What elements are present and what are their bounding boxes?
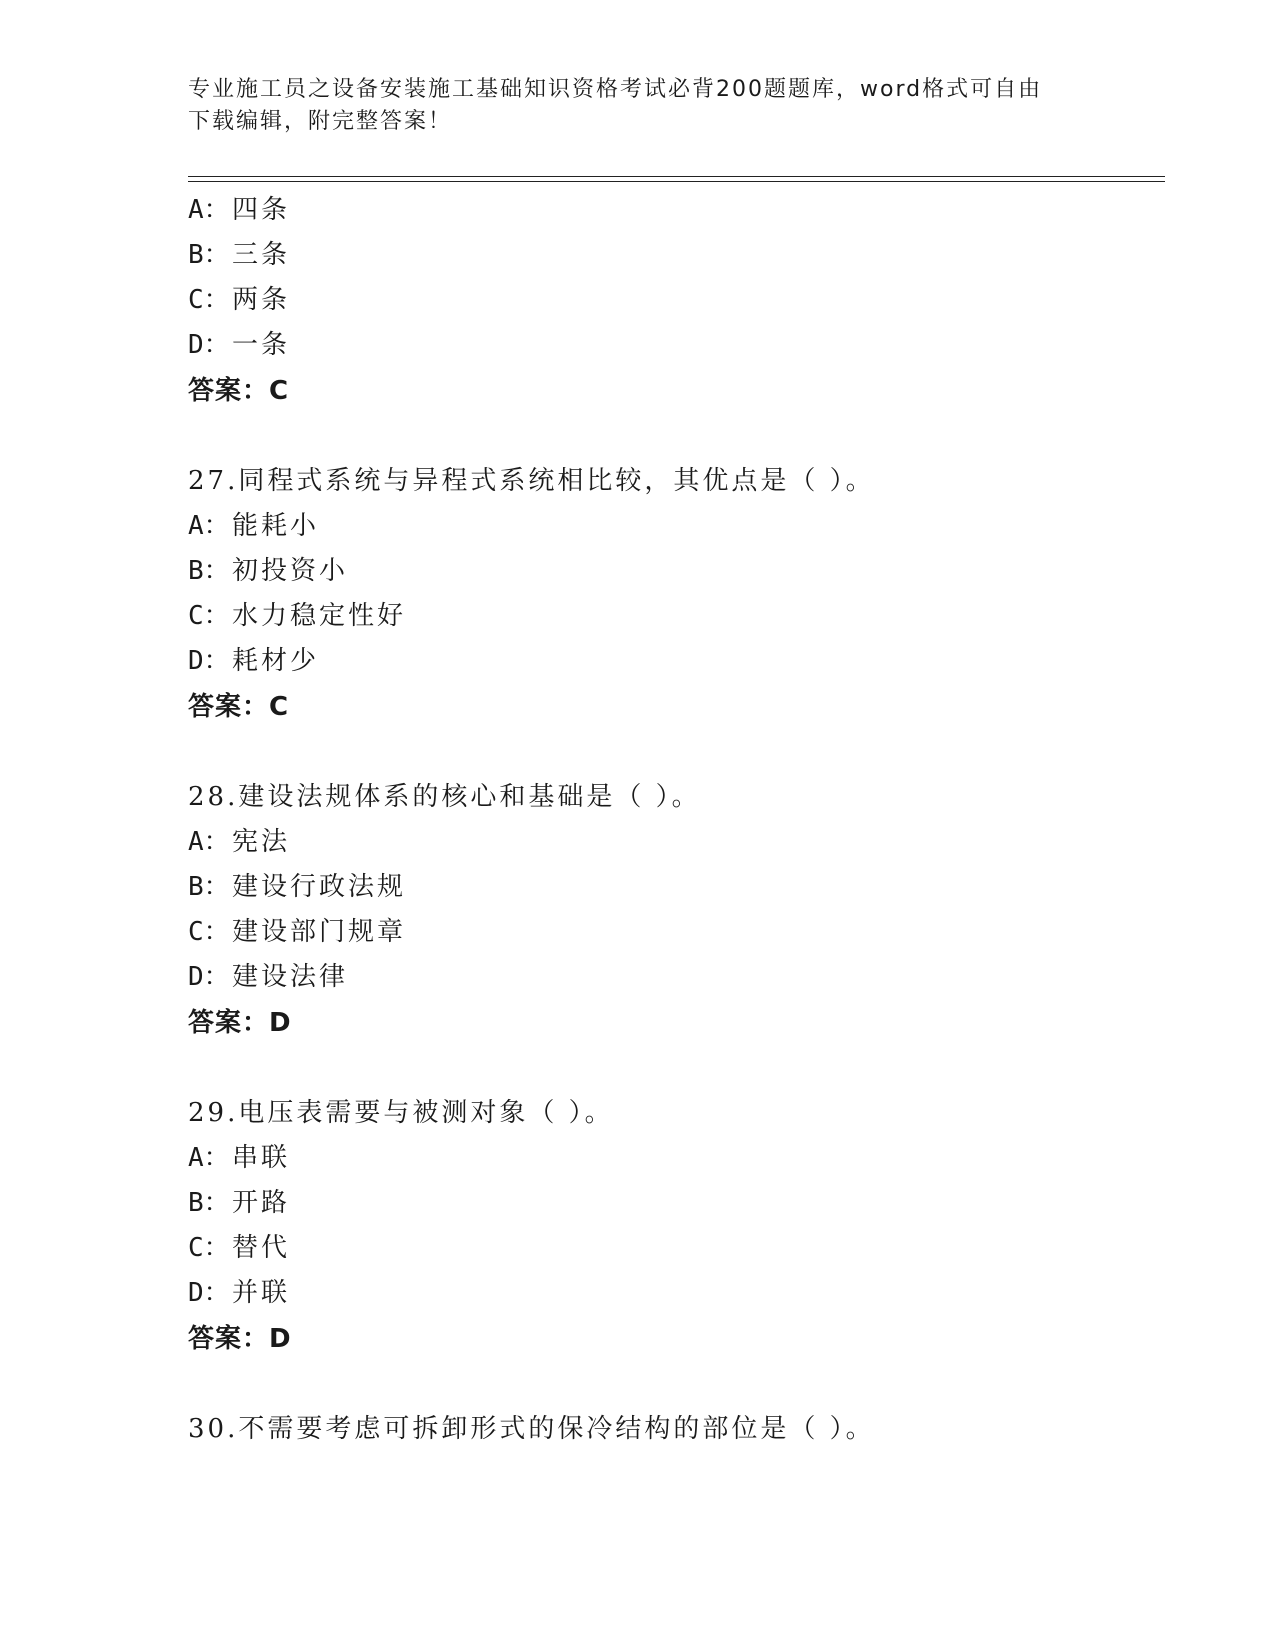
option-b: B：初投资小 bbox=[188, 556, 349, 586]
answer-line: 答案：C bbox=[188, 376, 290, 406]
question-stem: 29.电压表需要与被测对象（ ）。 bbox=[188, 1098, 614, 1128]
answer-line: 答案：D bbox=[188, 1008, 292, 1038]
option-a: A：串联 bbox=[188, 1143, 291, 1173]
option-c: C：水力稳定性好 bbox=[188, 601, 407, 631]
option-c: C：替代 bbox=[188, 1233, 291, 1263]
option-d: D：建设法律 bbox=[188, 962, 349, 992]
option-a: A：能耗小 bbox=[188, 511, 320, 541]
option-c: C：建设部门规章 bbox=[188, 917, 407, 947]
document-header bbox=[188, 74, 1068, 138]
option-b: B：建设行政法规 bbox=[188, 872, 407, 902]
option-b: B：三条 bbox=[188, 240, 291, 270]
header-line-1: 专业施工员之设备安装施工基础知识资格考试必背200题题库，word格式可自由 bbox=[188, 77, 1043, 102]
question-stem: 27.同程式系统与异程式系统相比较，其优点是（ ）。 bbox=[188, 466, 875, 496]
answer-line: 答案：C bbox=[188, 692, 290, 722]
option-a: A：宪法 bbox=[188, 827, 291, 857]
option-a: A：四条 bbox=[188, 195, 291, 225]
option-b: B：开路 bbox=[188, 1188, 291, 1218]
option-d: D：耗材少 bbox=[188, 646, 320, 676]
option-d: D：一条 bbox=[188, 330, 291, 360]
header-rule-bottom bbox=[188, 181, 1165, 182]
question-stem: 28.建设法规体系的核心和基础是（ ）。 bbox=[188, 782, 701, 812]
option-d: D：并联 bbox=[188, 1278, 291, 1308]
question-stem: 30.不需要考虑可拆卸形式的保冷结构的部位是（ ）。 bbox=[188, 1414, 875, 1444]
header-rule-top bbox=[188, 176, 1165, 177]
header-line-2: 下载编辑，附完整答案！ bbox=[188, 109, 453, 134]
option-c: C：两条 bbox=[188, 285, 291, 315]
answer-line: 答案：D bbox=[188, 1324, 292, 1354]
